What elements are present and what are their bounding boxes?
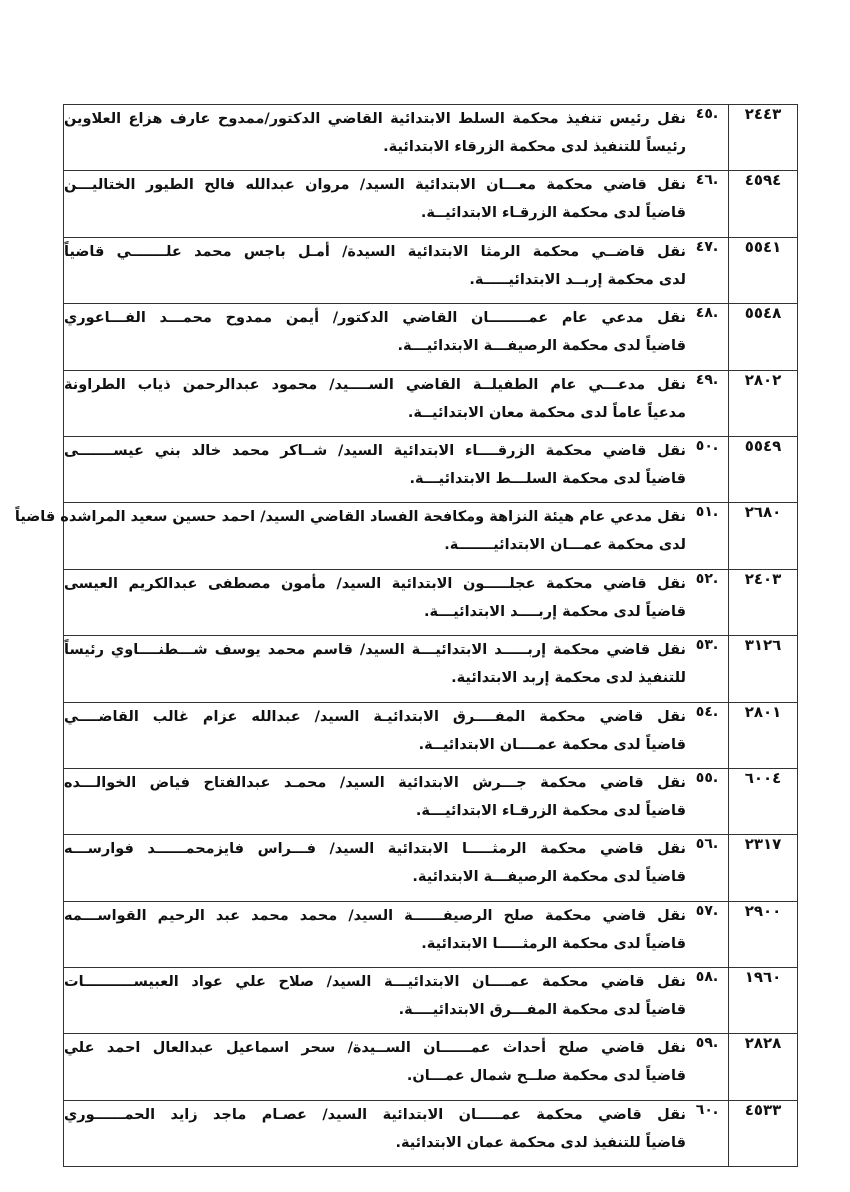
decision-text-line-2: قاضياً للتنفيذ لدى محكمة عمان الابتدائية.: [395, 1134, 686, 1151]
decision-text-line-1: نقل قاضــي محكمة الرمثا الابتدائية السيدة/ أمـل باجس محمد علـــــــي قاضياً: [64, 243, 686, 260]
decision-text: [15, 503, 686, 559]
decision-text: [64, 570, 686, 626]
table-row: [64, 436, 798, 502]
item-index: .٥٠: [695, 437, 719, 454]
table-row: [64, 702, 798, 768]
decision-text-line-1: نقل قاضي محكمة إربـــــد الابتدائيـــة السيد/ قاسم محمد يوسف شـــطنــــاوي رئيساً: [64, 642, 686, 659]
decision-text: [64, 437, 686, 493]
item-index: .٥٤: [695, 703, 719, 720]
decision-text-cell: [64, 436, 729, 502]
decision-text-line-1: نقل رئيس تنفيذ محكمة السلط الابتدائية القاضي الدكتور/ممدوح عارف هزاع العلاوين: [64, 111, 686, 127]
decision-text-line-2: للتنفيذ لدى محكمة إربد الابتدائية.: [451, 670, 686, 687]
record-number-cell: ٢٣١٧: [729, 835, 798, 901]
decision-text-cell: [64, 569, 729, 635]
item-index: .٤٦: [695, 172, 719, 189]
decision-text-line-2: رئيساً للتنفيذ لدى محكمة الزرقاء الابتدائية.: [383, 139, 686, 155]
item-index: .٥٣: [695, 637, 719, 654]
table-row: [64, 503, 798, 569]
decision-text-cell: [64, 702, 729, 768]
decision-row-content: [64, 437, 728, 493]
item-index: .٥٥: [695, 769, 719, 786]
decision-row-content: [14, 503, 728, 559]
decision-text: [64, 835, 686, 891]
table-row: [64, 768, 798, 834]
item-index: .٥٦: [695, 836, 719, 853]
decision-text-line-2: قاضياً لدى محكمة السلـــط الابتدائيـــة.: [409, 470, 686, 487]
decision-row-content: [64, 703, 728, 759]
decision-row-content: [64, 769, 728, 825]
item-index: .٥١: [695, 504, 719, 521]
decision-text-line-1: نقل قاضي محكمة جـــرش الابتدائية السيد/ محمـد عبدالفتاح فياض الخوالـــده: [64, 774, 686, 791]
table-row: [64, 569, 798, 635]
item-index: .٤٨: [695, 305, 719, 322]
decision-text-line-2: قاضياً لدى محكمة الرصيفـــة الابتدائية.: [412, 869, 686, 886]
record-number-cell: ٢٩٠٠: [729, 901, 798, 967]
decision-text-cell: [64, 237, 729, 303]
decision-row-content: [64, 371, 728, 427]
decision-text-line-1: نقل قاضي محكمة المفــــرق الابتدائيـة السيد/ عبدالله عزام غالب القاضــــي: [64, 708, 686, 725]
decision-text: [64, 636, 686, 692]
decision-text: [64, 769, 686, 825]
decision-text: [64, 371, 686, 427]
decision-text-line-1: نقل مدعي عام هيئة النزاهة ومكافحة الفساد القاضي السيد/ احمد حسين سعيد المراشده قاضياً: [14, 509, 686, 526]
record-number-cell: ٢٨٢٨: [729, 1034, 798, 1100]
record-number-cell: ٤٥٣٣: [729, 1100, 798, 1166]
record-number-cell: ٥٥٤٩: [729, 436, 798, 502]
table-row: [64, 636, 798, 702]
decision-text-cell: [64, 1100, 729, 1166]
decision-text-line-2: قاضياً لدى محكمة الرمثـــــا الابتدائية.: [421, 935, 686, 952]
decision-text: [64, 304, 686, 360]
table-row: [64, 237, 798, 303]
table-body: [14, 105, 798, 1167]
decision-text-line-2: قاضياً لدى محكمة إربــــد الابتدائيـــة.: [424, 603, 686, 620]
table-row: [64, 370, 798, 436]
decision-text: [64, 968, 686, 1024]
transfer-decisions-table: [14, 104, 798, 1167]
decision-text: [64, 171, 686, 227]
decision-text-line-2: قاضياً لدى محكمة الرصيفـــة الابتدائيـــة.: [397, 338, 686, 355]
item-index: .٦٠: [695, 1101, 719, 1118]
table-row: [64, 968, 798, 1034]
decision-text-line-1: نقل قاضي محكمة الزرقــــاء الابتدائية السيد/ شــاكر محمد خالد بني عيســـــــى: [64, 442, 686, 459]
decision-text-line-2: مدعياً عاماً لدى محكمة معان الابتدائيــة.: [407, 404, 686, 421]
decision-text-line-2: قاضياً لدى محكمة عمــــان الابتدائيــة.: [418, 736, 686, 753]
decision-text-cell: [64, 304, 729, 370]
table-row: [64, 171, 798, 237]
decision-text: [64, 238, 686, 294]
decision-text-cell: [64, 968, 729, 1034]
decision-row-content: [64, 304, 728, 360]
decision-text-line-2: قاضياً لدى محكمة المفـــرق الابتدائيــــة.: [398, 1002, 686, 1019]
table-row: [64, 105, 798, 171]
decision-row-content: [64, 105, 728, 161]
decision-row-content: [64, 835, 728, 891]
record-number-cell: ٢٤٠٣: [729, 569, 798, 635]
decision-text-line-1: نقل مدعي عام عمــــــــان القاضي الدكتور/ أيمن ممدوح محمـــد الفـــاعوري: [64, 310, 686, 327]
decision-text: [64, 1034, 686, 1090]
decision-text-cell: [64, 370, 729, 436]
decision-text-line-1: نقل قاضي محكمة الرمثـــــا الابتدائية السيد/ فـــراس فايزمحمــــــد فوارســـه: [64, 841, 686, 858]
decision-text-line-1: نقل مدعـــي عام الطفيلــة القاضي الســــيد/ محمود عبدالرحمن ذياب الطراونة: [64, 376, 686, 393]
decision-text-cell: [64, 636, 729, 702]
decision-text: [64, 703, 686, 759]
decision-text-line-1: نقل قاضي محكمة عمـــــان الابتدائية السيد/ عصـام ماجد زايد الحمــــــوري: [64, 1106, 686, 1123]
record-number-cell: ٢٨٠٢: [729, 370, 798, 436]
decision-text-cell: [64, 105, 729, 171]
decision-row-content: [64, 636, 728, 692]
decision-row-content: [64, 902, 728, 958]
decision-text-line-1: نقل قاضي محكمة عجلـــــون الابتدائية السيد/ مأمون مصطفى عبدالكريم العيسى: [64, 575, 686, 592]
decision-text: [64, 902, 686, 958]
decision-text-line-1: نقل قاضي محكمة صلح الرصيفــــــة السيد/ محمد محمد عبد الرحيم القواســـمه: [64, 907, 686, 924]
item-index: .٥٨: [695, 969, 719, 986]
table-row: [64, 901, 798, 967]
decision-row-content: [64, 171, 728, 227]
decision-text-cell: [64, 171, 729, 237]
table-row: [64, 835, 798, 901]
record-number-cell: ٢٤٤٣: [729, 105, 798, 171]
table-row: [64, 1100, 798, 1166]
record-number-cell: ٢٨٠١: [729, 702, 798, 768]
record-number-cell: ١٩٦٠: [729, 968, 798, 1034]
decision-row-content: [64, 1034, 728, 1090]
record-number-cell: ٥٥٤١: [729, 237, 798, 303]
decision-text-cell: [64, 835, 729, 901]
record-number-cell: ٥٥٤٨: [729, 304, 798, 370]
decision-text-line-2: قاضياً لدى محكمة الزرقـاء الابتدائيــة.: [420, 205, 686, 222]
decision-row-content: [64, 238, 728, 294]
item-index: .٤٩: [695, 371, 719, 388]
table-row: [64, 304, 798, 370]
item-index: .٤٧: [695, 238, 719, 255]
decision-text-line-2: قاضياً لدى محكمة صلــح شمال عمـــان.: [406, 1068, 686, 1085]
decision-text-line-2: لدى محكمة إربــد الابتدائيـــــة.: [469, 271, 686, 288]
decision-text-cell: [14, 503, 729, 569]
record-number-cell: ٤٥٩٤: [729, 171, 798, 237]
item-index: .٤٥: [695, 106, 719, 122]
record-number-cell: ٢٦٨٠: [729, 503, 798, 569]
item-index: .٥٧: [695, 902, 719, 919]
decision-text-line-1: نقل قاضي محكمة معـــان الابتدائية السيد/ مروان عبدالله فالح الطيور الختاليـــن: [64, 177, 686, 194]
decision-text-line-1: نقل قاضي صلح أحداث عمــــــان الســيدة/ سحر اسماعيل عبدالعال احمد علي: [64, 1040, 686, 1057]
table-row: [64, 1034, 798, 1100]
record-number-cell: ٣١٢٦: [729, 636, 798, 702]
item-index: .٥٩: [695, 1035, 719, 1052]
record-number-cell: ٦٠٠٤: [729, 768, 798, 834]
decision-text-line-1: نقل قاضي محكمة عمــــان الابتدائيـــة السيد/ صلاح علي عواد العبيســــــــــات: [64, 974, 686, 991]
decision-text: [64, 105, 686, 161]
decision-text-line-2: قاضياً لدى محكمة الزرقـاء الابتدائيـــة.: [415, 802, 686, 819]
decision-row-content: [64, 968, 728, 1024]
decision-text-cell: [64, 901, 729, 967]
decision-text: [64, 1101, 686, 1157]
decision-row-content: [64, 570, 728, 626]
decision-row-content: [64, 1101, 728, 1157]
item-index: .٥٢: [695, 570, 719, 587]
decision-text-cell: [64, 1034, 729, 1100]
decision-text-line-2: لدى محكمة عمـــان الابتدائيـــــــة.: [444, 537, 686, 554]
decision-text-cell: [64, 768, 729, 834]
